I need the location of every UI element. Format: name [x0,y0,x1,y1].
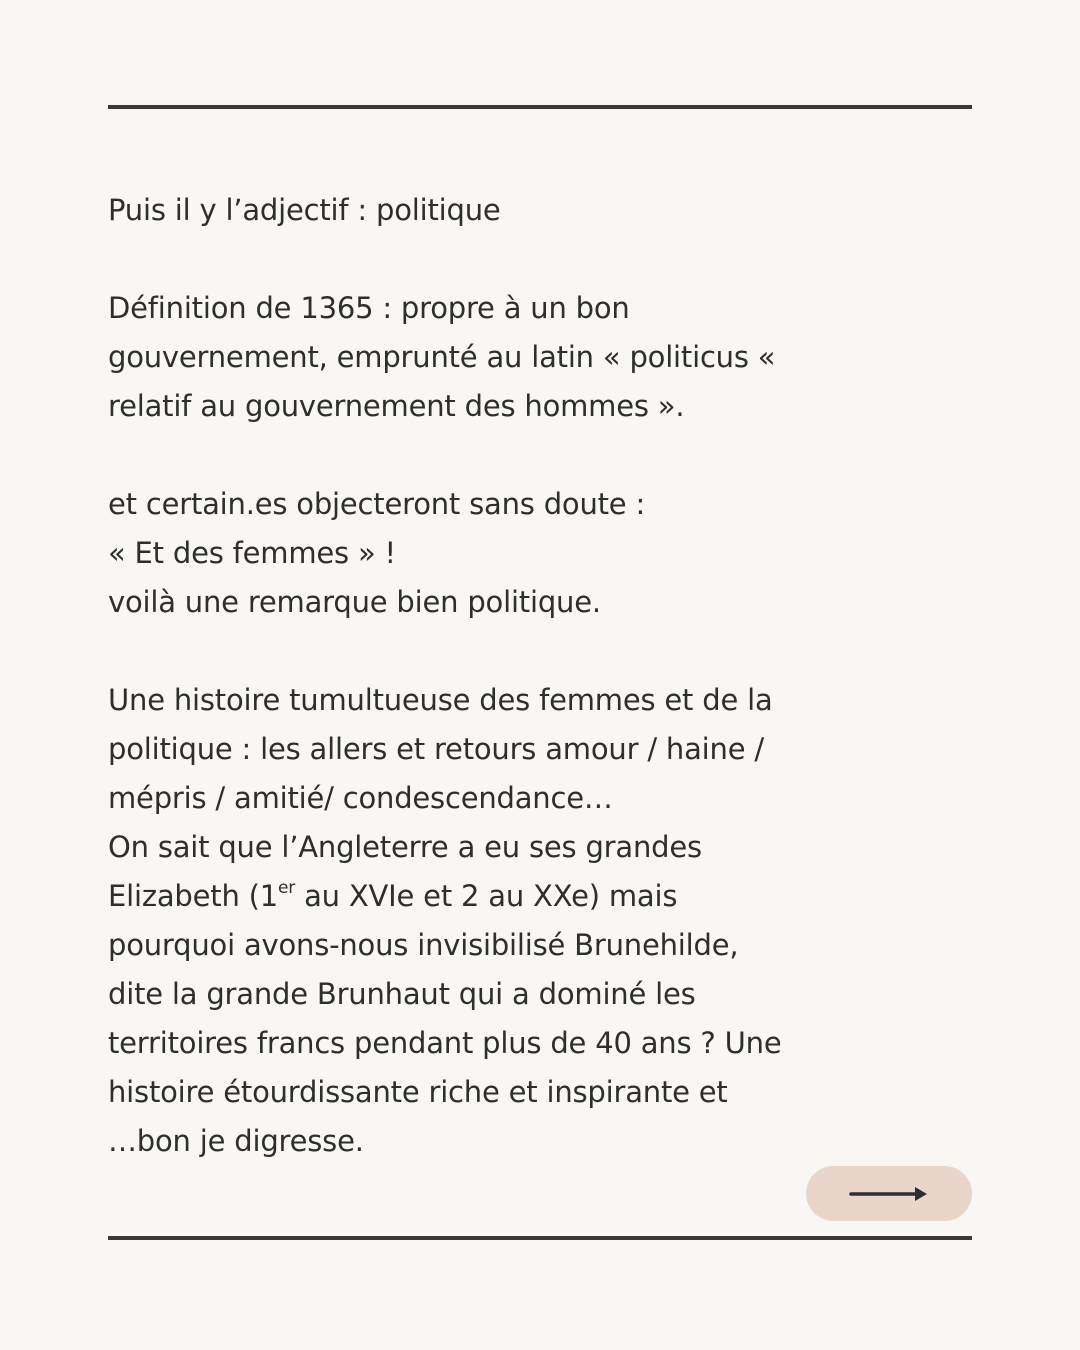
history-line: histoire étourdissante riche et inspirante et [108,1075,728,1109]
history-line: dite la grande Brunhaut qui a dominé les [108,977,696,1011]
top-divider [108,105,972,109]
definition-line: relatif au gouvernement des hommes ». [108,389,685,423]
paragraph-gap [108,235,968,284]
history-line: politique : les allers et retours amour / haine / [108,732,764,766]
elizabeth-line [108,872,968,921]
ordinal-superscript: er [278,878,296,898]
history-line: Une histoire tumultueuse des femmes et de la [108,683,773,717]
paragraph-gap [108,627,968,676]
elizabeth-text-end: au XVIe et 2 au XXe) mais [295,879,678,913]
objection-line: et certain.es objecteront sans doute : [108,487,646,521]
bottom-divider [108,1236,972,1240]
definition-line: gouvernement, emprunté au latin « politicus « [108,340,776,374]
definition-line: Définition de 1365 : propre à un bon [108,291,630,325]
body-text [108,186,968,1166]
history-line: territoires francs pendant plus de 40 ans ? Une [108,1026,782,1060]
arrow-right-icon [849,1184,929,1204]
history-line: …bon je digresse. [108,1124,364,1158]
objection-line: voilà une remarque bien politique. [108,585,601,619]
history-line: On sait que l’Angleterre a eu ses grandes [108,830,702,864]
history-line: mépris / amitié/ condescendance… [108,781,613,815]
next-slide-button[interactable] [806,1166,972,1221]
intro-line: Puis il y l’adjectif : politique [108,193,501,227]
paragraph-gap [108,431,968,480]
elizabeth-text-start: Elizabeth (1 [108,879,279,913]
objection-line: « Et des femmes » ! [108,536,396,570]
history-line: pourquoi avons-nous invisibilisé Brunehilde, [108,928,739,962]
